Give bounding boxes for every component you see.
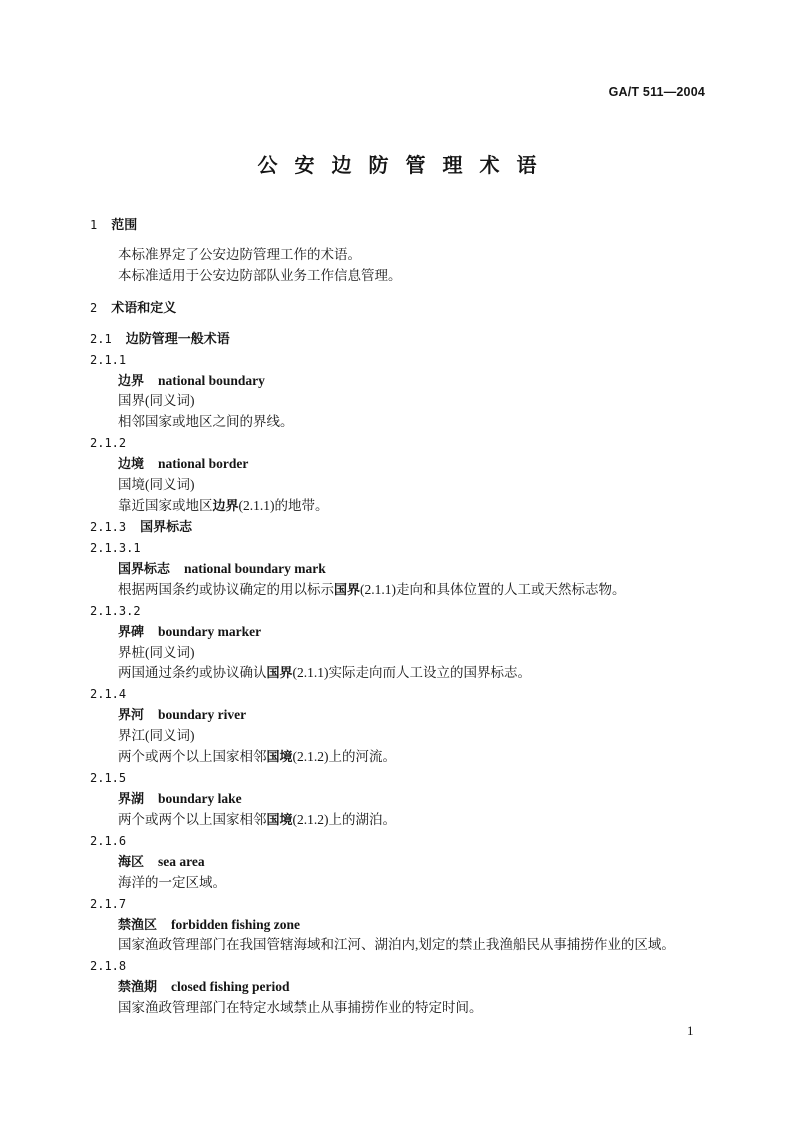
section-heading-scope (0, 215, 794, 236)
term-heading (0, 371, 794, 392)
term-number: 2.1.5 (90, 771, 127, 786)
term-number: 2.1.3.2 (90, 603, 141, 618)
term-number: 2.1.3 (90, 519, 127, 534)
term-english: boundary lake (158, 790, 242, 806)
term-chinese: 禁渔区 (118, 917, 158, 933)
term-english: boundary marker (158, 623, 262, 639)
subsection-number: 2.1 (90, 331, 112, 346)
document-title: 公安边防管理术语 (257, 153, 554, 177)
term-chinese: 界湖 (118, 791, 145, 807)
term-synonym: 界桩(同义词) (118, 644, 195, 660)
term-chinese: 边境 (118, 457, 145, 473)
definition-text: (2.1.2)上的河流。 (292, 749, 397, 765)
definition-text: (2.1.1)实际走向而人工设立的国界标志。 (292, 665, 532, 681)
document-body (0, 215, 794, 1019)
term-synonym: 界江(同义词) (118, 728, 195, 744)
subsection-title: 边防管理一般术语 (125, 331, 230, 347)
definition-text: (2.1.1)走向和具体位置的人工或天然标志物。 (360, 581, 626, 597)
term-definition (0, 580, 794, 601)
section-heading-terms (0, 298, 794, 319)
term-reference: 国界 (334, 582, 361, 598)
term-english: national boundary mark (184, 560, 326, 576)
term-synonym: 国界(同义词) (118, 393, 195, 409)
section-number: 1 (90, 218, 98, 232)
term-chinese: 国界标志 (118, 561, 171, 577)
section-number: 2 (90, 300, 98, 315)
term-english: closed fishing period (171, 979, 290, 995)
term-chinese: 界河 (118, 708, 145, 724)
term-number: 2.1.7 (90, 896, 127, 911)
term-definition: 国家渔政管理部门在特定水域禁止从事捕捞作业的特定时间。 (118, 1000, 483, 1016)
term-english: sea area (158, 853, 205, 869)
definition-text: 两个或两个以上国家相邻 (118, 811, 267, 827)
term-definition: 海洋的一定区域。 (118, 874, 226, 890)
term-english: national border (158, 456, 249, 472)
term-reference: 国境 (266, 750, 293, 766)
term-number: 2.1.3.1 (90, 540, 141, 555)
term-chinese: 禁渔期 (118, 980, 158, 996)
definition-text: (2.1.2)上的湖泊。 (292, 811, 397, 827)
term-definition (0, 663, 794, 684)
standard-code: GA/T 511—2004 (608, 85, 705, 99)
term-english: national boundary (158, 372, 265, 388)
term-number: 2.1.2 (90, 436, 127, 451)
term-number: 2.1.1 (90, 352, 127, 367)
term-heading (0, 559, 794, 580)
term-chinese: 边界 (118, 373, 145, 389)
section-title: 术语和定义 (111, 300, 177, 316)
term-definition (0, 810, 794, 831)
term-number: 2.1.8 (90, 959, 127, 974)
term-heading (0, 915, 794, 936)
term-chinese: 界碑 (118, 624, 145, 640)
term-heading (0, 454, 794, 475)
term-heading (0, 622, 794, 643)
term-english: forbidden fishing zone (171, 916, 301, 932)
scope-paragraph: 本标准界定了公安边防管理工作的术语。 (118, 246, 361, 262)
term-definition: 相邻国家或地区之间的界线。 (118, 414, 294, 430)
term-reference: 边界 (212, 499, 239, 515)
term-reference: 国境 (266, 812, 293, 828)
term-heading (0, 705, 794, 726)
definition-text: 两国通过条约或协议确认 (118, 665, 267, 681)
section-title: 范围 (111, 218, 138, 233)
term-definition (0, 747, 794, 768)
subsection-heading (0, 329, 794, 350)
term-heading (0, 977, 794, 998)
term-chinese: 海区 (118, 854, 145, 870)
term-group-title: 国界标志 (140, 519, 193, 535)
term-english: boundary river (158, 707, 247, 723)
definition-text: 靠近国家或地区 (118, 498, 213, 514)
scope-paragraph: 本标准适用于公安边防部队业务工作信息管理。 (118, 267, 402, 283)
term-heading (0, 789, 794, 810)
definition-text: 两个或两个以上国家相邻 (118, 749, 267, 765)
term-reference: 国界 (266, 666, 293, 682)
term-synonym: 国境(同义词) (118, 477, 195, 493)
term-definition (0, 496, 794, 517)
definition-text: (2.1.1)的地带。 (238, 498, 329, 514)
definition-text: 根据两国条约或协议确定的用以标示 (118, 581, 334, 597)
term-heading (0, 852, 794, 873)
term-group-heading (0, 517, 794, 538)
term-number: 2.1.6 (90, 833, 127, 848)
term-number: 2.1.4 (90, 687, 127, 702)
term-definition: 国家渔政管理部门在我国管辖海域和江河、湖泊内,划定的禁止我渔船民从事捕捞作业的区域。 (118, 937, 675, 953)
page-number: 1 (687, 1023, 694, 1038)
